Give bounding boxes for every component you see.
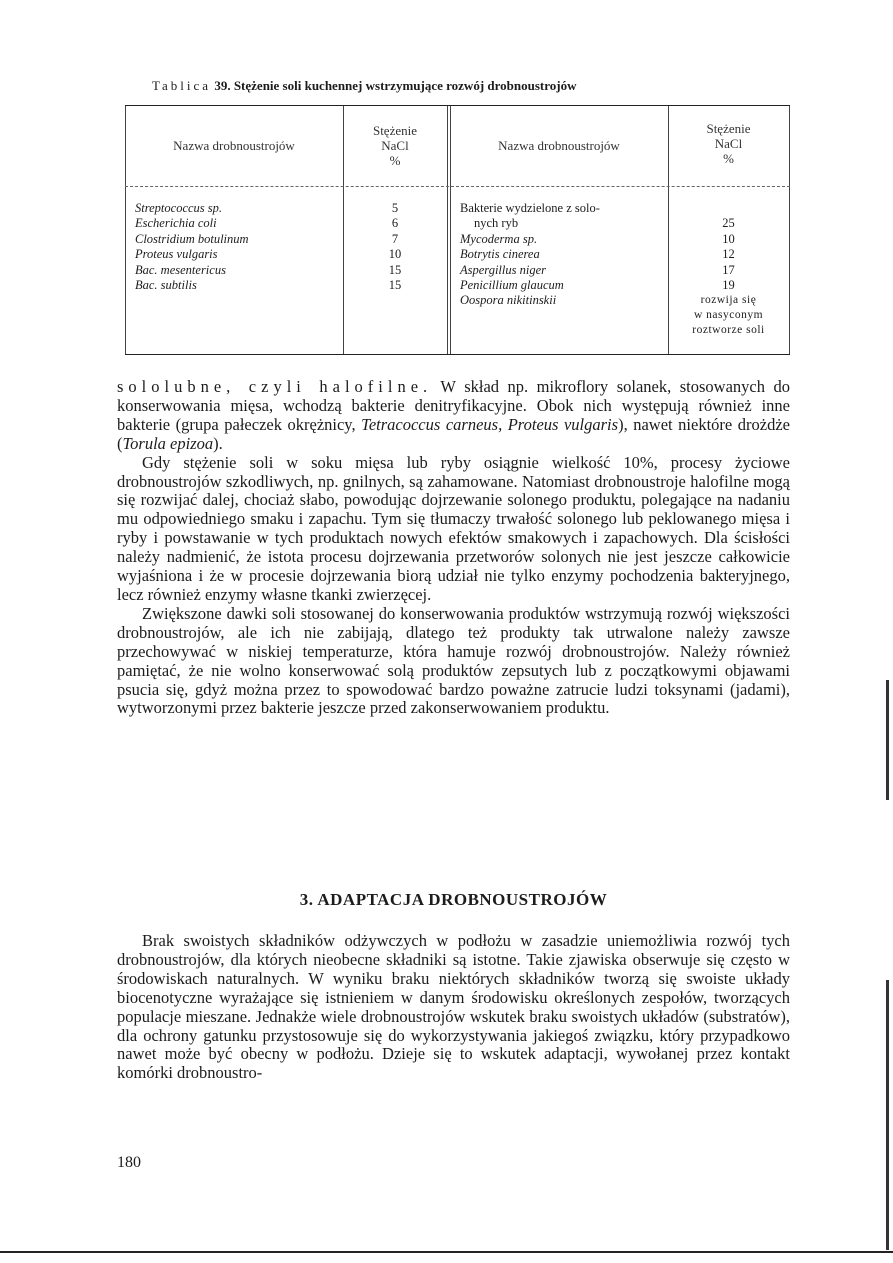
table-cell: Penicillium glaucum	[460, 278, 564, 293]
table-cell: Botrytis cinerea	[460, 247, 540, 262]
caption-title: Stężenie soli kuchennej wstrzymujące rozwój drobnoustrojów	[233, 78, 577, 93]
left-organism-list	[135, 201, 249, 293]
bottom-edge-line	[0, 1251, 893, 1253]
table-cell: 6	[391, 216, 399, 231]
table-cell: roztworze soli	[692, 324, 765, 337]
paragraph-1: sololubne, czyli halofilne. W skład np. mikroflory solanek, stosowanych do konserwowania mięsa, wchodzą bakterie denitryfikacyjne. Obok nich występują również inne bakterie (grupa pałeczek okrężnicy, Tetracoccus carneus, Proteus vulgaris), nawet niektóre drożdże (Torula epizoa).	[117, 377, 791, 453]
header-name-right: Nazwa drobnoustrojów	[498, 138, 620, 153]
main-text	[117, 378, 790, 718]
header-conc-left: Stężenie NaCl %	[372, 123, 418, 168]
left-value-list	[343, 201, 447, 293]
table-cell: 10	[722, 231, 735, 246]
paragraph-4: Brak swoistych składników odżywczych w podłożu w zasadzie uniemożliwia rozwój tych drobnoustrojów, dla których nieobecne składniki są istotne. Takie zjawiska obserwuje się często w środowiskach naturalnych. W wyniku braku niektórych składników tworzą się swoiste układy biocenotyczne wyrażające się istnieniem w danym środowisku określonych zespołów, tworzących populacje mieszane. Jednakże wiele drobnoustrojów wskutek braku swoistych układów (substratów), dla ochrony gatunku przystosowuje się do wykorzystywania jakiegoś związku, który przypadkowo nawet może być obecny w podłożu. Dzieje się to wskutek adaptacji, wywołanej przez kontakt komórki drobnoustro-	[117, 931, 790, 1083]
table-cell: 17	[722, 262, 735, 277]
page-number: 180	[117, 1154, 141, 1171]
table-cell: Clostridium botulinum	[135, 231, 249, 246]
paragraph-2: Gdy stężenie soli w soku mięsa lub ryby osiągnie wielkość 10%, procesy życiowe drobnoustrojów szkodliwych, np. gnilnych, są zahamowane. Natomiast drobnoustroje halofilne mogą się rozwijać dalej, chociaż słabo, powodując dojrzewanie solonego produktu, polegające na nadaniu mu odpowiedniego smaku i zapachu. Tym się tłumaczy trwałość solonego lub peklowanego mięsa i ryby i powstawanie w tych produktach nowych efektów smakowych i zapachowych. Dla ścisłości należy nadmienić, że istota procesu dojrzewania przetworów solonych nie jest jeszcze całkowicie wyjaśniona i że w procesie dojrzewania biorą udział nie tylko enzymy pochodzenia bakteryjnego, lecz również enzymy własne tkanki zwierzęcej.	[117, 452, 790, 604]
table-cell: 19	[722, 278, 735, 293]
table-cell: Bac. mesentericus	[135, 262, 226, 277]
table-cell: Escherichia coli	[135, 216, 217, 231]
table-caption	[152, 78, 772, 94]
table-cell: nych ryb	[474, 216, 519, 231]
table-cell	[668, 201, 789, 216]
table-cell: 5	[391, 201, 399, 215]
right-value-list	[668, 201, 789, 338]
margin-scan-mark	[886, 980, 889, 1250]
table-cell: Oospora nikitinskii	[460, 293, 557, 308]
section-heading: 3. ADAPTACJA DROBNOUSTROJÓW	[299, 890, 608, 909]
table-cell: 15	[388, 278, 402, 293]
salt-concentration-table	[125, 105, 790, 355]
table-cell: Bac. subtilis	[135, 278, 197, 293]
caption-label: Tablica	[152, 78, 212, 93]
table-cell: Proteus vulgaris	[135, 247, 218, 262]
table-cell: w nasyconym	[693, 309, 764, 322]
paragraph-3: Zwiększone dawki soli stosowanej do konserwowania produktów wstrzymują rozwój większości drobnoustrojów, ale ich nie zabijają, dlatego też produkty tak utrwalone należy zawsze przechowywać w niskiej temperaturze, która hamuje rozwój drobnoustrojów. Należy również pamiętać, że nie wolno konserwować solą produktów zepsutych lub z początkowymi objawami psucia się, gdyż można przez to spowodować bardzo poważne zatrucie ludzi toksynami (jadami), wytworzonymi przez bakterie jeszcze przed zakonserwowaniem produktu.	[117, 603, 790, 718]
right-organism-list	[460, 201, 600, 309]
table-cell: 12	[722, 247, 735, 262]
table-cell: 10	[388, 247, 402, 262]
caption-number: 39.	[214, 78, 231, 93]
margin-scan-mark	[886, 680, 889, 800]
table-cell: 7	[391, 231, 399, 246]
table-cell: rozwija się	[700, 294, 757, 307]
table-cell: Mycoderma sp.	[460, 231, 538, 246]
table-cell: Bakterie wydzielone z solo-	[460, 201, 600, 215]
table-cell: 15	[388, 262, 402, 277]
header-name-left: Nazwa drobnoustrojów	[173, 138, 295, 153]
main-text-2	[117, 932, 790, 1083]
table-cell: Streptococcus sp.	[135, 201, 223, 215]
header-conc-right: Stężenie NaCl %	[706, 121, 751, 166]
table-cell: 25	[722, 216, 735, 231]
table-cell: Aspergillus niger	[460, 262, 546, 277]
